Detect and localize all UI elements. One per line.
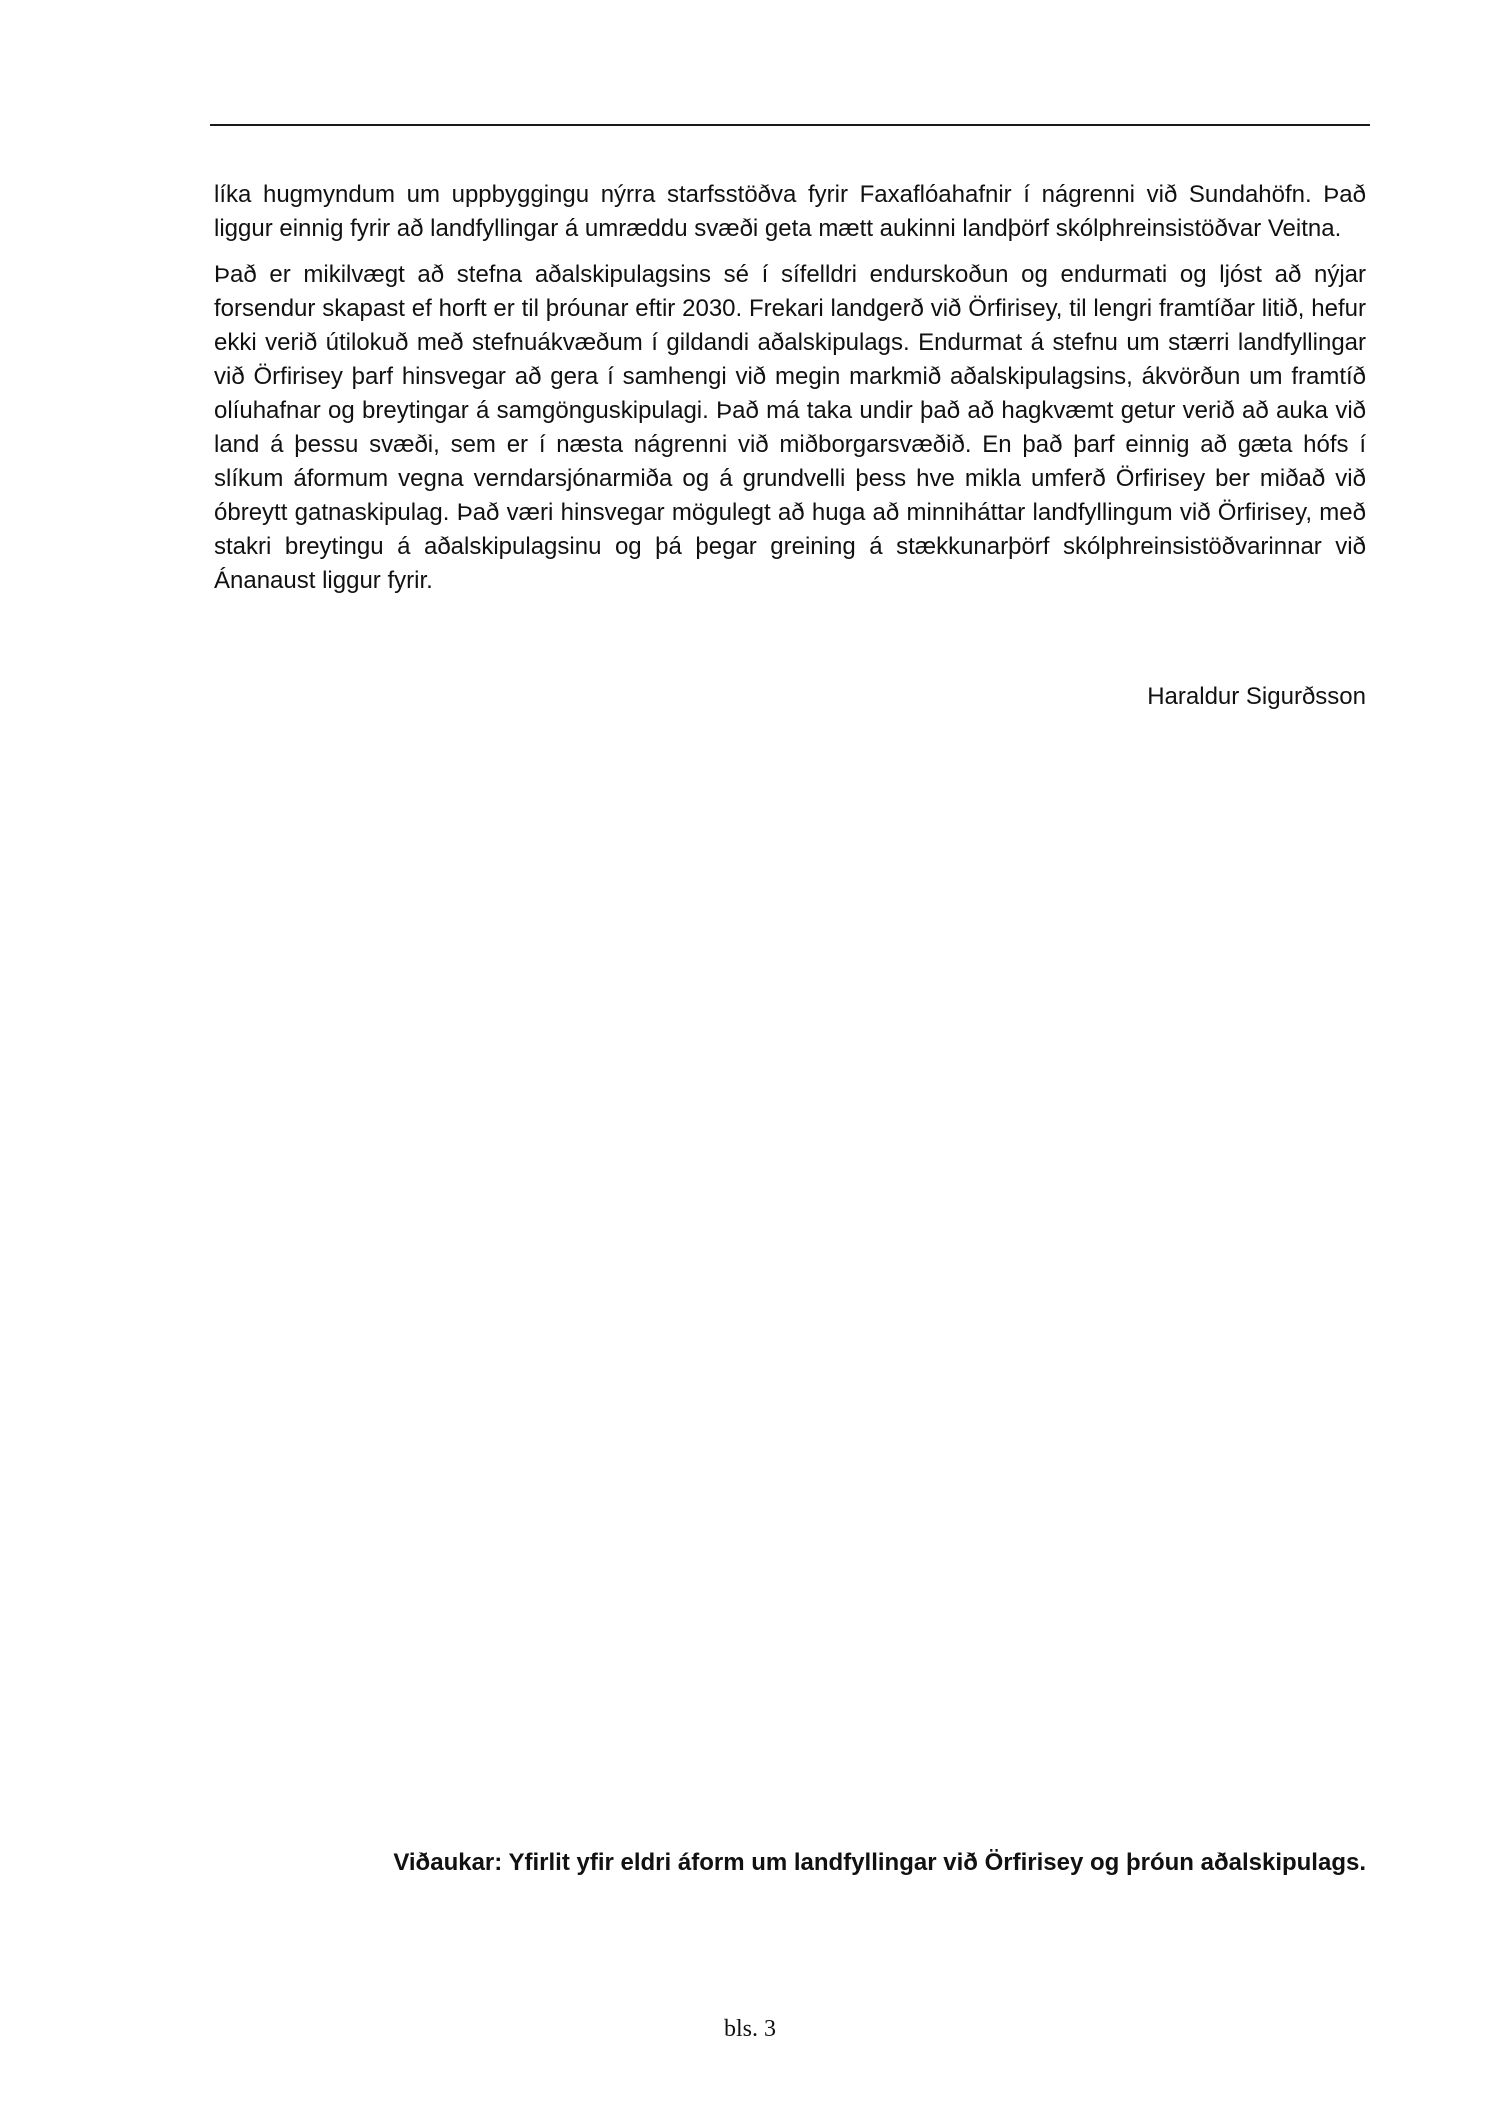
- signature: Haraldur Sigurðsson: [1147, 683, 1366, 710]
- header-divider: [210, 124, 1370, 126]
- document-body: [214, 178, 1366, 610]
- page-number: bls. 3: [723, 2016, 776, 2042]
- appendix-heading: Viðaukar: Yfirlit yfir eldri áform um landfyllingar við Örfirisey og þróun aðalskipulags.: [393, 1849, 1366, 1876]
- paragraph-2: Það er mikilvægt að stefna aðalskipulagsins sé í sífelldri endurskoðun og endurmati og ljóst að nýjar forsendur skapast ef horft er til þróunar eftir 2030. Frekari landgerð við Örfirisey, til lengri framtíðar litið, hefur ekki verið útilokuð með stefnuákvæðum í gildandi aðalskipulags. Endurmat á stefnu um stærri landfyllingar við Örfirisey þarf hinsvegar að gera í samhengi við megin markmið aðalskipulagsins, ákvörðun um framtíð olíuhafnar og breytingar á samgönguskipulagi. Það má taka undir það að hagkvæmt getur verið að auka við land á þessu svæði, sem er í næsta nágrenni við miðborgarsvæðið. En það þarf einnig að gæta hófs í slíkum áformum vegna verndarsjónarmiða og á grundvelli þess hve mikla umferð Örfirisey ber miðað við óbreytt gatnaskipulag. Það væri hinsvegar mögulegt að huga að minniháttar landfyllingum við Örfirisey, með stakri breytingu á aðalskipulagsinu og þá þegar greining á stækkunarþörf skólphreinsistöðvarinnar við Ánanaust liggur fyrir.: [214, 261, 1366, 594]
- paragraph-1: líka hugmyndum um uppbyggingu nýrra starfsstöðva fyrir Faxaflóahafnir í nágrenni við Sundahöfn. Það liggur einnig fyrir að landfyllingar á umræddu svæði geta mætt aukinni landþörf skólphreinsistöðvar Veitna.: [214, 181, 1366, 242]
